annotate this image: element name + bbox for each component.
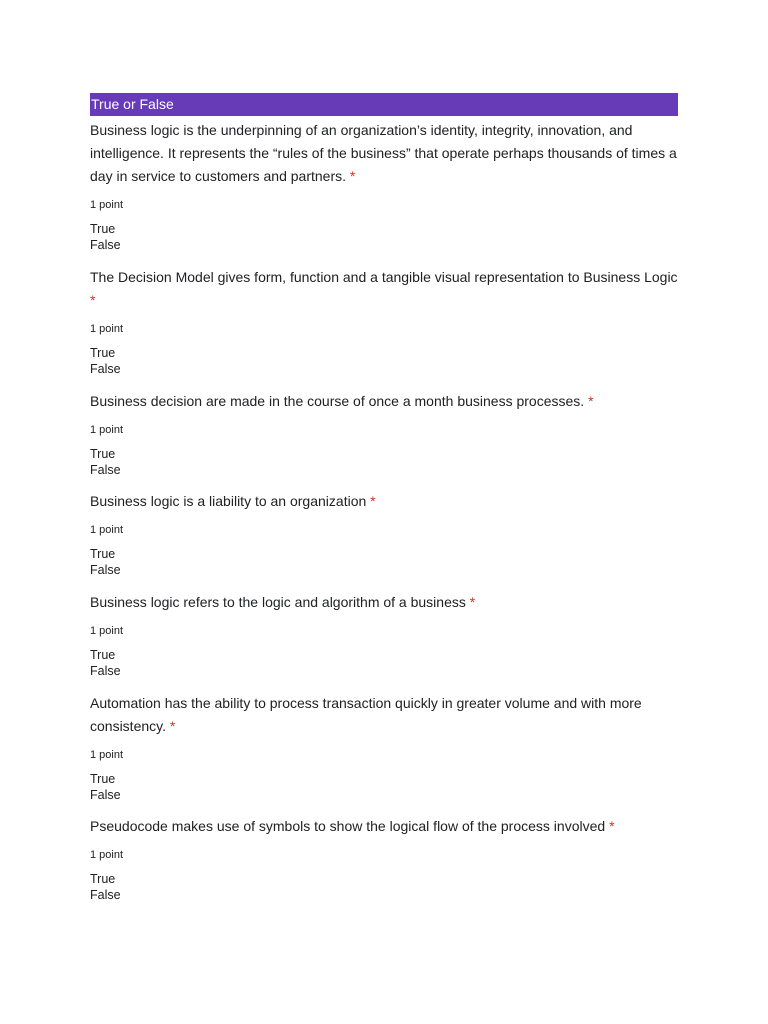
answer-options <box>90 447 678 478</box>
question-title <box>90 591 678 614</box>
question-text: Business logic refers to the logic and algorithm of a business <box>90 594 466 610</box>
question-title <box>90 815 678 838</box>
question-points: 1 point <box>90 199 124 211</box>
option-false[interactable]: False <box>90 887 121 902</box>
question-text: Automation has the ability to process transaction quickly in greater volume and with more consistency. <box>90 695 642 734</box>
option-false[interactable]: False <box>90 237 121 252</box>
option-false[interactable]: False <box>90 663 121 678</box>
required-marker: * <box>349 168 356 184</box>
required-marker: * <box>90 292 96 308</box>
question-2 <box>90 266 678 377</box>
question-text: Pseudocode makes use of symbols to show the logical flow of the process involved <box>90 818 606 834</box>
question-points: 1 point <box>90 849 124 861</box>
option-true[interactable]: True <box>90 547 116 561</box>
question-3 <box>90 390 678 478</box>
question-points: 1 point <box>90 424 124 436</box>
question-title <box>90 266 678 312</box>
question-text: Business logic is the underpinning of an organization’s identity, integrity, innovation, and intelligence. It represents the “rules of the business” that operate perhaps thousands of times a day in service to customers and partners. <box>90 122 677 184</box>
question-7 <box>90 815 678 903</box>
question-6 <box>90 692 678 803</box>
question-text: Business logic is a liability to an organization <box>90 493 367 509</box>
answer-options <box>90 346 678 377</box>
option-true[interactable]: True <box>90 346 116 360</box>
question-points: 1 point <box>90 323 124 335</box>
question-1 <box>90 119 678 253</box>
section-title: True or False <box>91 96 174 112</box>
option-true[interactable]: True <box>90 447 116 461</box>
question-text: The Decision Model gives form, function and a tangible visual representation to Business Logic <box>90 269 678 285</box>
question-title <box>90 490 678 513</box>
answer-options <box>90 772 678 803</box>
option-true[interactable]: True <box>90 872 116 886</box>
required-marker: * <box>469 594 476 610</box>
option-false[interactable]: False <box>90 787 121 802</box>
option-true[interactable]: True <box>90 648 116 662</box>
section-header <box>90 93 678 116</box>
answer-options <box>90 547 678 578</box>
question-points: 1 point <box>90 625 124 637</box>
option-false[interactable]: False <box>90 562 121 577</box>
option-true[interactable]: True <box>90 222 116 236</box>
question-5 <box>90 591 678 679</box>
form-page <box>90 93 678 902</box>
question-points: 1 point <box>90 749 124 761</box>
required-marker: * <box>370 493 376 509</box>
question-points: 1 point <box>90 524 124 536</box>
answer-options <box>90 222 678 253</box>
question-title <box>90 692 678 738</box>
answer-options <box>90 872 678 903</box>
required-marker: * <box>588 393 594 409</box>
option-false[interactable]: False <box>90 361 121 376</box>
required-marker: * <box>169 718 176 734</box>
question-4 <box>90 490 678 578</box>
question-text: Business decision are made in the course of once a month business processes. <box>90 393 585 409</box>
option-false[interactable]: False <box>90 462 121 477</box>
required-marker: * <box>609 818 615 834</box>
answer-options <box>90 648 678 679</box>
question-title <box>90 390 678 413</box>
option-true[interactable]: True <box>90 772 116 786</box>
question-title <box>90 119 678 188</box>
